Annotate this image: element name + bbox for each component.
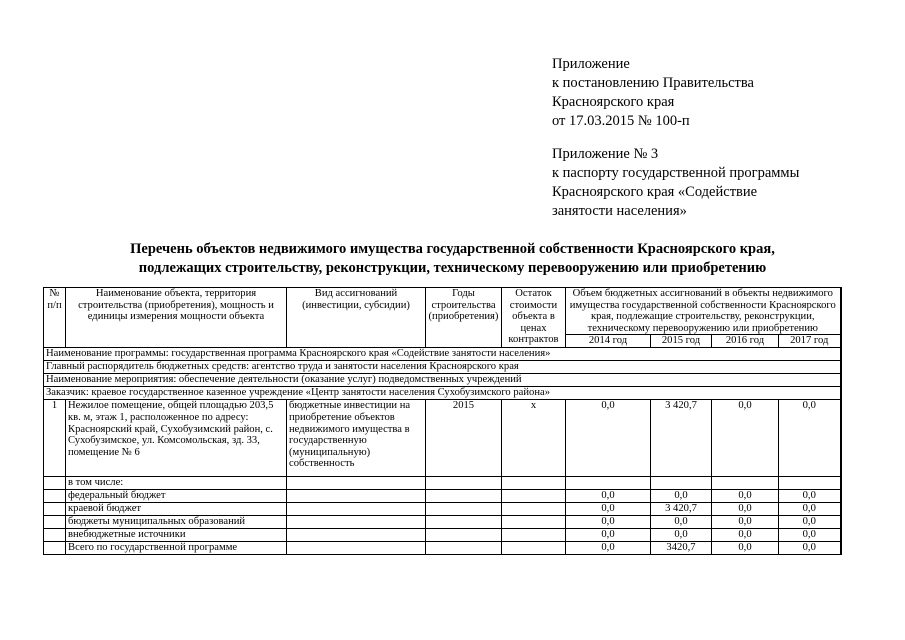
funding-row [44, 503, 841, 516]
funding-label: федеральный бюджет [66, 490, 287, 503]
empty-cell [426, 516, 502, 529]
year-header: 2017 год [779, 335, 841, 348]
object-value-2015: 3 420,7 [651, 400, 712, 477]
program-name: Наименование программы: государственная программа Красноярского края «Содействие занятости населения» [44, 348, 841, 361]
funding-value: 0,0 [712, 516, 779, 529]
appendix-line: Красноярского края «Содействие [552, 184, 758, 200]
funding-value: 0,0 [566, 529, 651, 542]
object-value-2016: 0,0 [712, 400, 779, 477]
object-value-2017: 0,0 [779, 400, 841, 477]
funding-value: 0,0 [566, 516, 651, 529]
funding-value: 0,0 [779, 516, 841, 529]
header-num: № п/п [44, 288, 66, 348]
total-value: 0,0 [566, 542, 651, 555]
info-row [44, 374, 841, 387]
funding-value: 0,0 [779, 529, 841, 542]
total-row [44, 542, 841, 555]
budget-manager: Главный распорядитель бюджетных средств: агентство труда и занятости населения Красноярского края [44, 361, 841, 374]
funding-value: 0,0 [566, 490, 651, 503]
appendix-line: к паспорту государственной программы [552, 165, 800, 181]
funding-value: 0,0 [566, 503, 651, 516]
object-years: 2015 [426, 400, 502, 477]
funding-row [44, 490, 841, 503]
empty-cell [44, 542, 66, 555]
empty-cell [502, 503, 566, 516]
empty-cell [651, 477, 712, 490]
funding-value: 0,0 [712, 529, 779, 542]
funding-value: 0,0 [712, 490, 779, 503]
header-budget-volume: Объем бюджетных ассигнований в объекты недвижимого имущества государственной собственности Красноярского края, подлежащие строительству, реконструкции, техническому перевооружению или приобретению [566, 288, 841, 335]
empty-cell [426, 529, 502, 542]
empty-cell [44, 490, 66, 503]
header-years: Годы строительства (приобретения) [426, 288, 502, 348]
activity-name: Наименование мероприятия: обеспечение деятельности (оказание услуг) подведомственных учреждений [44, 374, 841, 387]
empty-cell [44, 477, 66, 490]
empty-cell [502, 516, 566, 529]
funding-value: 0,0 [779, 503, 841, 516]
including-row [44, 477, 841, 490]
table-header-row [44, 288, 841, 335]
empty-cell [287, 477, 426, 490]
funding-value: 3 420,7 [651, 503, 712, 516]
object-row [44, 400, 841, 477]
empty-cell [566, 477, 651, 490]
year-header: 2016 год [712, 335, 779, 348]
empty-cell [287, 529, 426, 542]
appendix-line: Красноярского края [552, 94, 675, 110]
empty-cell [287, 516, 426, 529]
empty-cell [287, 503, 426, 516]
empty-cell [426, 503, 502, 516]
title-line-1: Перечень объектов недвижимого имущества государственной собственности Красноярского края, [130, 241, 775, 257]
funding-value: 0,0 [779, 490, 841, 503]
info-row [44, 361, 841, 374]
empty-cell [712, 477, 779, 490]
object-name: Нежилое помещение, общей площадью 203,5 кв. м, этаж 1, расположенное по адресу: Красноярский край, Сухобузимский район, с. Сухобузимское, ул. Комсомольская, зд. 33, помещение № 6 [66, 400, 287, 477]
empty-cell [502, 477, 566, 490]
funding-value: 0,0 [712, 503, 779, 516]
funding-row [44, 529, 841, 542]
info-row [44, 387, 841, 400]
appendix-note-resolution [552, 55, 754, 131]
including-label: в том числе: [66, 477, 287, 490]
title-line-2: подлежащих строительству, реконструкции, техническому перевооружению или приобретению [138, 260, 767, 276]
funding-value: 0,0 [651, 516, 712, 529]
objects-table [43, 287, 842, 555]
info-row [44, 348, 841, 361]
year-header: 2015 год [651, 335, 712, 348]
empty-cell [287, 542, 426, 555]
header-remaining-cost: Остаток стоимости объекта в ценах контрактов [502, 288, 566, 348]
object-value-2014: 0,0 [566, 400, 651, 477]
funding-label: краевой бюджет [66, 503, 287, 516]
empty-cell [287, 490, 426, 503]
total-label: Всего по государственной программе [66, 542, 287, 555]
empty-cell [502, 490, 566, 503]
total-value: 3420,7 [651, 542, 712, 555]
empty-cell [44, 529, 66, 542]
object-remaining: х [502, 400, 566, 477]
appendix-line: занятости населения» [552, 203, 687, 219]
funding-label: внебюджетные источники [66, 529, 287, 542]
total-value: 0,0 [779, 542, 841, 555]
object-kind: бюджетные инвестиции на приобретение объектов недвижимого имущества в государственную (муниципальную) собственность [287, 400, 426, 477]
appendix-line: от 17.03.2015 № 100-п [552, 113, 690, 129]
document-title [0, 240, 905, 278]
empty-cell [426, 542, 502, 555]
empty-cell [502, 542, 566, 555]
funding-row [44, 516, 841, 529]
appendix-line: Приложение [552, 56, 630, 72]
empty-cell [426, 477, 502, 490]
empty-cell [502, 529, 566, 542]
appendix-line: Приложение № 3 [552, 146, 659, 162]
empty-cell [44, 503, 66, 516]
appendix-line: к постановлению Правительства [552, 75, 754, 91]
funding-label: бюджеты муниципальных образований [66, 516, 287, 529]
year-header: 2014 год [566, 335, 651, 348]
total-value: 0,0 [712, 542, 779, 555]
funding-value: 0,0 [651, 529, 712, 542]
empty-cell [779, 477, 841, 490]
header-object-name: Наименование объекта, территория строительства (приобретения), мощность и единицы измерения мощности объекта [66, 288, 287, 348]
customer-name: Заказчик: краевое государственное казенное учреждение «Центр занятости населения Сухобузимского района» [44, 387, 841, 400]
funding-value: 0,0 [651, 490, 712, 503]
header-appropriation-kind: Вид ассигнований (инвестиции, субсидии) [287, 288, 426, 348]
appendix-note-program [552, 145, 799, 221]
object-num: 1 [44, 400, 66, 477]
empty-cell [426, 490, 502, 503]
empty-cell [44, 516, 66, 529]
